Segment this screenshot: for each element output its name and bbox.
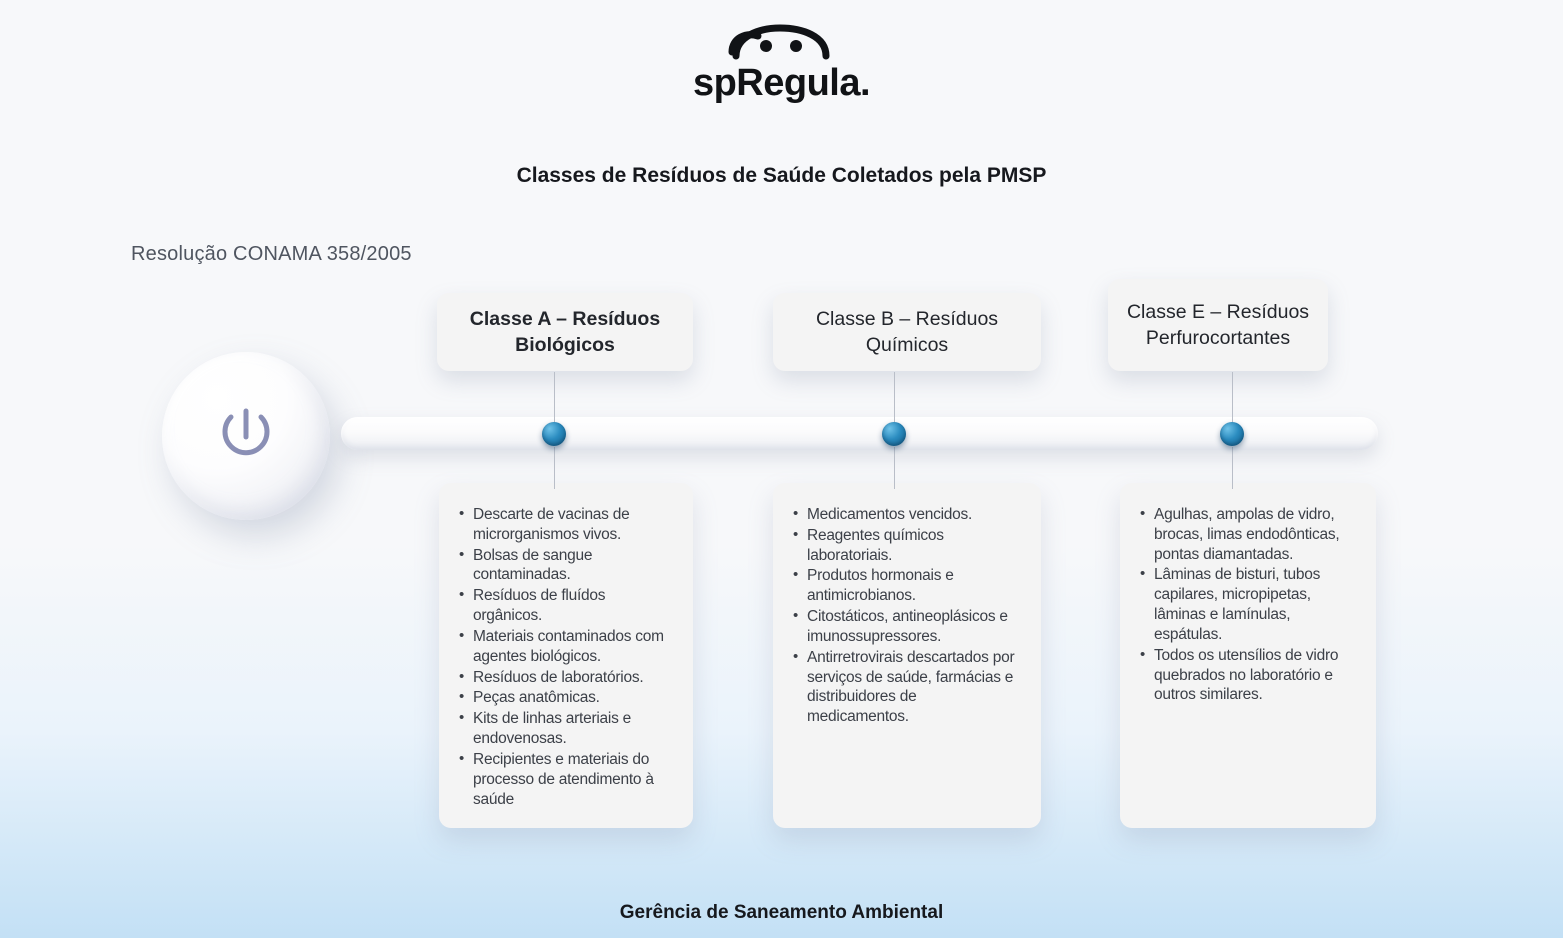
list-item: • Citostáticos, antineoplásicos e imunossupressores.: [807, 607, 1021, 647]
list-item: • Bolsas de sangue contaminadas.: [473, 546, 673, 586]
list-item: • Lâminas de bisturi, tubos capilares, micropipetas, lâminas e lamínulas, espátulas.: [1154, 565, 1356, 644]
card-title-classe-e[interactable]: [1108, 279, 1328, 371]
timeline-node-classe-b[interactable]: [882, 422, 906, 446]
list-item: • Todos os utensílios de vidro quebrados no laboratório e outros similares.: [1154, 646, 1356, 705]
list-item: • Kits de linhas arteriais e endovenosas.: [473, 709, 673, 749]
card-list-classe-e: [1120, 483, 1376, 828]
connector-bottom-a: [554, 447, 555, 489]
connector-bottom-b: [894, 447, 895, 489]
connector-top-e: [1232, 372, 1233, 428]
card-title-classe-a[interactable]: [437, 293, 693, 371]
list-classe-a: [457, 505, 673, 809]
list-item: • Produtos hormonais e antimicrobianos.: [807, 566, 1021, 606]
list-item: • Medicamentos vencidos.: [807, 505, 1021, 525]
power-icon: [217, 403, 275, 469]
list-item: • Agulhas, ampolas de vidro, brocas, limas endodônticas, pontas diamantadas.: [1154, 505, 1356, 564]
list-classe-e: [1138, 505, 1356, 705]
list-item: • Reagentes químicos laboratoriais.: [807, 526, 1021, 566]
card-list-classe-a: [439, 483, 693, 828]
list-item: • Resíduos de laboratórios.: [473, 668, 673, 688]
list-item: • Recipientes e materiais do processo de atendimento à saúde: [473, 750, 673, 809]
card-title-text-classe-b: Classe B – Resíduos Químicos: [815, 307, 999, 356]
page-title: Classes de Resíduos de Saúde Coletados pela PMSP: [516, 164, 1047, 187]
list-classe-b: [791, 505, 1021, 727]
list-item: • Antirretrovirais descartados por serviços de saúde, farmácias e distribuidores de medicamentos.: [807, 648, 1021, 727]
logo-wordmark: spRegula.: [692, 62, 871, 104]
timeline-node-classe-a[interactable]: [542, 422, 566, 446]
power-badge: [162, 352, 330, 520]
list-item: • Resíduos de fluídos orgânicos.: [473, 586, 673, 626]
list-item: • Descarte de vacinas de microrganismos vivos.: [473, 505, 673, 545]
card-title-text-classe-a: Classe A – Resíduos Biológicos: [469, 307, 661, 356]
timeline-node-classe-e[interactable]: [1220, 422, 1244, 446]
brand-logo: [0, 22, 1563, 102]
card-title-text-classe-e: Classe E – Resíduos Perfurocortantes: [1126, 300, 1310, 349]
list-item: • Materiais contaminados com agentes biológicos.: [473, 627, 673, 667]
page-subtitle: Resolução CONAMA 358/2005: [131, 243, 412, 265]
card-title-classe-b[interactable]: [773, 293, 1041, 371]
connector-top-a: [554, 372, 555, 428]
footer-text: Gerência de Saneamento Ambiental: [619, 902, 944, 923]
list-item: • Peças anatômicas.: [473, 688, 673, 708]
connector-bottom-e: [1232, 447, 1233, 489]
card-list-classe-b: [773, 483, 1041, 828]
connector-top-b: [894, 372, 895, 428]
